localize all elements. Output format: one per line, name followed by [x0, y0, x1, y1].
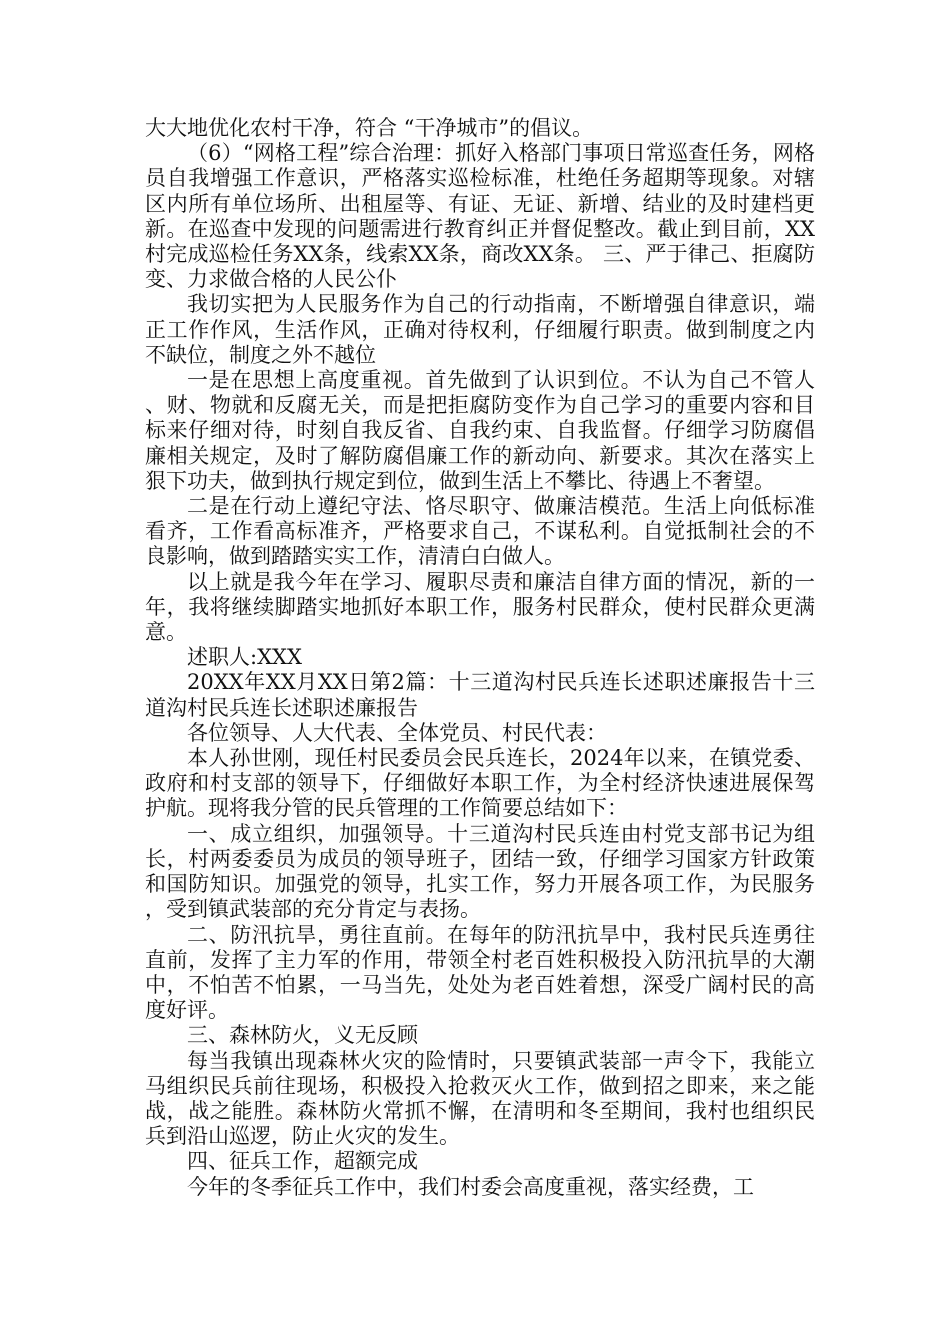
paragraph: （6）“网格工程”综合治理：抓好入格部门事项日常巡查任务，网格员自我增强工作意识，严格落实巡检标准，杜绝任务超期等现象。对辖区内所有单位场所、出租屋等、有证、无证、新增、结业的及时建档更新。在巡查中发现的问题需进行教育纠正并督促整改。截止到目前，XX村完成巡检任务XX条，线索XX条，商改XX条。 三、严于律己、拒腐防变、力求做合格的人民公仆: [145, 141, 815, 292]
paragraph: 大大地优化农村干净，符合 “干净城市”的倡议。: [145, 116, 594, 140]
paragraph: 以上就是我今年在学习、履职尽责和廉洁自律方面的情况，新的一年，我将继续脚踏实地抓好本职工作，服务村民群众，使村民群众更满意。: [145, 569, 815, 645]
paragraph: 本人孙世刚，现任村民委员会民兵连长，2024年以来，在镇党委、政府和村支部的领导下，仔细做好本职工作，为全村经济快速进展保驾护航。现将我分管的民兵管理的工作简要总结如下：: [145, 746, 815, 821]
paragraph: 二、防汛抗旱，勇往直前。在每年的防汛抗旱中，我村民兵连勇往直前，发挥了主力军的作用，带领全村老百姓积极投入防汛抗旱的大潮中，不怕苦不怕累，一马当先，处处为老百姓着想，深受广阔村民的高度好评。: [145, 922, 815, 1023]
paragraph: 二是在行动上遵纪守法、恪尽职守、做廉洁模范。生活上向低标准看齐，工作看高标准齐，严格要求自己，不谋私利。自觉抵制社会的不良影响，做到踏踏实实工作，清清白白做人。: [145, 494, 815, 569]
signature-line: 述职人:XXX: [187, 645, 302, 670]
section-heading: 四、征兵工作，超额完成: [187, 1149, 418, 1174]
paragraph: 每当我镇出现森林火灾的险情时，只要镇武装部一声令下，我能立马组织民兵前往现场，积极投入抢救灭火工作，做到招之即来，来之能战，战之能胜。森林防火常抓不懈，在清明和冬至期间，我村也组织民兵到沿山巡逻，防止火灾的发生。: [145, 1048, 815, 1149]
paragraph: 我切实把为人民服务作为自己的行动指南，不断增强自律意识，端正工作作风，生活作风，正确对待权利，仔细履行职责。做到制度之内不缺位，制度之外不越位: [145, 292, 815, 367]
paragraph: 今年的冬季征兵工作中，我们村委会高度重视，落实经费，工: [187, 1174, 754, 1199]
section-heading: 三、森林防火，义无反顾: [187, 1023, 418, 1048]
paragraph: 20XX年XX月XX日第2篇：十三道沟村民兵连长述职述廉报告十三道沟村民兵连长述职述廉报告: [145, 670, 815, 720]
salutation: 各位领导、人大代表、全体党员、村民代表：: [187, 720, 607, 745]
document-body: [145, 116, 815, 1200]
paragraph: 一是在思想上高度重视。首先做到了认识到位。不认为自己不管人、财、物就和反腐无关，而是把拒腐防变作为自己学习的重要内容和目标来仔细对待，时刻自我反省、自我约束、自我监督。仔细学习防腐倡廉相关规定，及时了解防腐倡廉工作的新动向、新要求。其次在落实上狠下功夫，做到执行规定到位，做到生活上不攀比、待遇上不奢望。: [145, 368, 815, 493]
paragraph: 一、成立组织，加强领导。十三道沟村民兵连由村党支部书记为组长，村两委委员为成员的领导班子，团结一致，仔细学习国家方针政策和国防知识。加强党的领导，扎实工作，努力开展各项工作，为民服务，受到镇武装部的充分肯定与表扬。: [145, 821, 815, 922]
